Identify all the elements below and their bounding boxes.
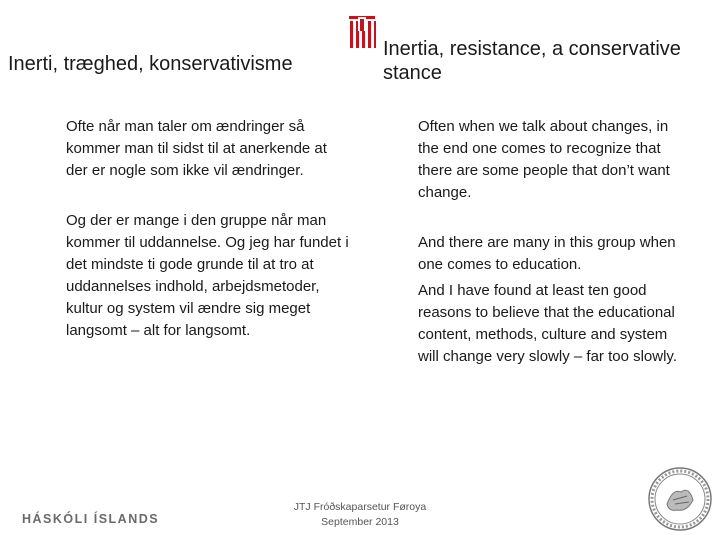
footer-author: JTJ Fróðskaparsetur Føroya: [293, 501, 427, 513]
university-pillars-icon: [347, 14, 377, 50]
footer-date: September 2013: [321, 516, 399, 528]
danish-paragraph-2: Og der er mange i den gruppe når man kommer til uddannelse. Og jeg har fundet i det mindste ti gode grunde til at tro at uddannelses indhold, arbejdsmetoder, kultur og system vil ændre sig meget langsomt – alt for langsomt.: [66, 212, 349, 339]
slide-title-danish: Inerti, træghed, konservativisme: [8, 53, 293, 75]
english-paragraph-2: And there are many in this group when one comes to education.: [418, 234, 676, 273]
slide-title-english: Inertia, resistance, a conservative stance: [383, 38, 681, 84]
university-seal-icon: [647, 466, 713, 532]
english-paragraph-1: Often when we talk about changes, in the end one comes to recognize that there are some people that don’t want change.: [418, 118, 670, 201]
english-paragraph-3: And I have found at least ten good reasons to believe that the educational content, methods, culture and system will change very slowly – far too slowly.: [418, 282, 677, 365]
university-wordmark: HÁSKÓLI ÍSLANDS: [22, 512, 160, 526]
slide-footer: [280, 500, 440, 530]
danish-paragraph-1: Ofte når man taler om ændringer så kommer man til sidst til at anerkende at der er nogle som ikke vil ændringer.: [66, 118, 327, 179]
